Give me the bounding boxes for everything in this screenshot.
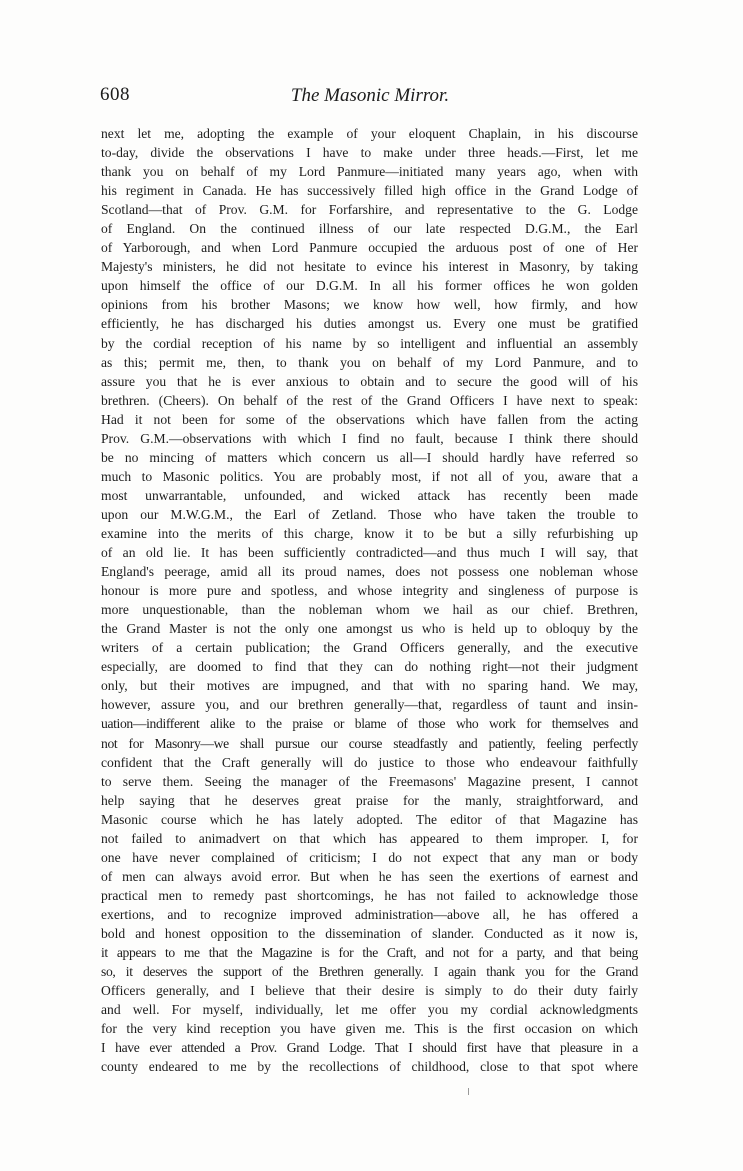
text-line: especially, are doomed to find that they can do nothing right—not their judgment — [101, 659, 638, 675]
text-line: of men can always avoid error. But when he has seen the exertions of earnest and — [101, 868, 638, 884]
text-line: honour is more pure and spotless, and whose integrity and singleness of purpose is — [101, 583, 638, 599]
text-line: examine into the merits of this charge, know it to be but a silly refurbishing up — [101, 525, 638, 541]
text-line: much to Masonic politics. You are probably most, if not all of you, aware that a — [101, 468, 638, 484]
page-header — [100, 84, 640, 110]
text-line: the Grand Master is not the only one amongst us who is held up to obloquy by the — [101, 621, 638, 637]
text-line: Prov. G.M.—observations with which I find no fault, because I think there should — [101, 430, 638, 446]
text-line: so, it deserves the support of the Brethren generally. I again thank you for the Grand — [101, 964, 638, 980]
text-line: Masonic course which he has lately adopted. The editor of that Magazine has — [101, 811, 638, 827]
text-line: and well. For myself, individually, let me offer you my cordial acknowledgments — [101, 1002, 638, 1018]
text-line: of Yarborough, and when Lord Panmure occupied the arduous post of one of Her — [101, 240, 638, 256]
text-line: however, assure you, and our brethren generally—that, regardless of taunt and insin- — [101, 697, 638, 713]
text-line: to serve them. Seeing the manager of the Freemasons' Magazine present, I cannot — [101, 773, 638, 789]
page-number: 608 — [100, 84, 130, 105]
text-line: next let me, adopting the example of your eloquent Chaplain, in his discourse — [101, 126, 638, 141]
print-speck — [468, 1088, 469, 1095]
text-line: his regiment in Canada. He has successively filled high office in the Grand Lodge of — [101, 183, 638, 199]
text-line: as this; permit me, then, to thank you on behalf of my Lord Panmure, and to — [101, 354, 638, 370]
text-line: opinions from his brother Masons; we know how well, how firmly, and how — [101, 297, 638, 313]
text-line: I have ever attended a Prov. Grand Lodge. That I should first have that pleasure in a — [101, 1040, 638, 1056]
text-line: Scotland—that of Prov. G.M. for Forfarshire, and representative to the G. Lodge — [101, 202, 638, 218]
text-line: Officers generally, and I believe that their desire is simply to do their duty fairly — [101, 983, 638, 999]
text-line: Majesty's ministers, he did not hesitate to evince his interest in Masonry, by taking — [101, 259, 638, 275]
text-line: it appears to me that the Magazine is for the Craft, and not for a party, and that being — [101, 945, 638, 961]
text-line: most unwarrantable, unfounded, and wicked attack has recently been made — [101, 487, 638, 503]
text-line: county endeared to me by the recollections of childhood, close to that spot where — [101, 1059, 638, 1075]
text-line: be no mincing of matters which concern us all—I should hardly have referred so — [101, 449, 638, 465]
text-line: exertions, and to recognize improved administration—above all, he has offered a — [101, 906, 638, 922]
text-line: confident that the Craft generally will do justice to those who endeavour faithfully — [101, 754, 638, 770]
text-line: one have never complained of criticism; I do not expect that any man or body — [101, 849, 638, 865]
text-line: brethren. (Cheers). On behalf of the rest of the Grand Officers I have next to speak: — [101, 392, 638, 408]
text-line: not failed to animadvert on that which has appeared to them improper. I, for — [101, 830, 638, 846]
running-title: The Masonic Mirror. — [290, 85, 450, 106]
text-line: England's peerage, amid all its proud names, does not possess one nobleman whose — [101, 564, 638, 580]
body-text — [101, 124, 638, 1076]
text-line: upon himself the office of our D.G.M. In all his former offices he won golden — [101, 278, 638, 294]
text-line: of England. On the continued illness of our late respected D.G.M., the Earl — [101, 221, 638, 237]
text-line: to-day, divide the observations I have to make under three heads.—First, let me — [101, 145, 638, 161]
text-line: help saying that he deserves great praise for the manly, straightforward, and — [101, 792, 638, 808]
text-line: bold and honest opposition to the dissemination of slander. Conducted as it now is, — [101, 925, 638, 941]
text-line: only, but their motives are impugned, and that with no sparing hand. We may, — [101, 678, 638, 694]
text-line: efficiently, he has discharged his duties amongst us. Every one must be gratified — [101, 316, 638, 332]
text-line: by the cordial reception of his name by so intelligent and influential an assembly — [101, 335, 638, 351]
text-line: more unquestionable, than the nobleman whom we hail as our chief. Brethren, — [101, 602, 638, 618]
text-line: thank you on behalf of my Lord Panmure—initiated many years ago, when with — [101, 164, 638, 180]
text-line: writers of a certain publication; the Grand Officers generally, and the executive — [101, 640, 638, 656]
text-line: of an old lie. It has been sufficiently contradicted—and thus much I will say, that — [101, 545, 638, 561]
text-line: for the very kind reception you have given me. This is the first occasion on which — [101, 1021, 638, 1037]
text-line: uation—indifferent alike to the praise or blame of those who work for themselves and — [101, 716, 638, 732]
text-line: upon our M.W.G.M., the Earl of Zetland. Those who have taken the trouble to — [101, 506, 638, 522]
text-line: practical men to remedy past shortcomings, he has not failed to acknowledge those — [101, 887, 638, 903]
text-line: not for Masonry—we shall pursue our course steadfastly and patiently, feeling perfectly — [101, 735, 638, 751]
text-line: assure you that he is ever anxious to obtain and to secure the good will of his — [101, 373, 638, 389]
text-line: Had it not been for some of the observations which have fallen from the acting — [101, 411, 638, 427]
